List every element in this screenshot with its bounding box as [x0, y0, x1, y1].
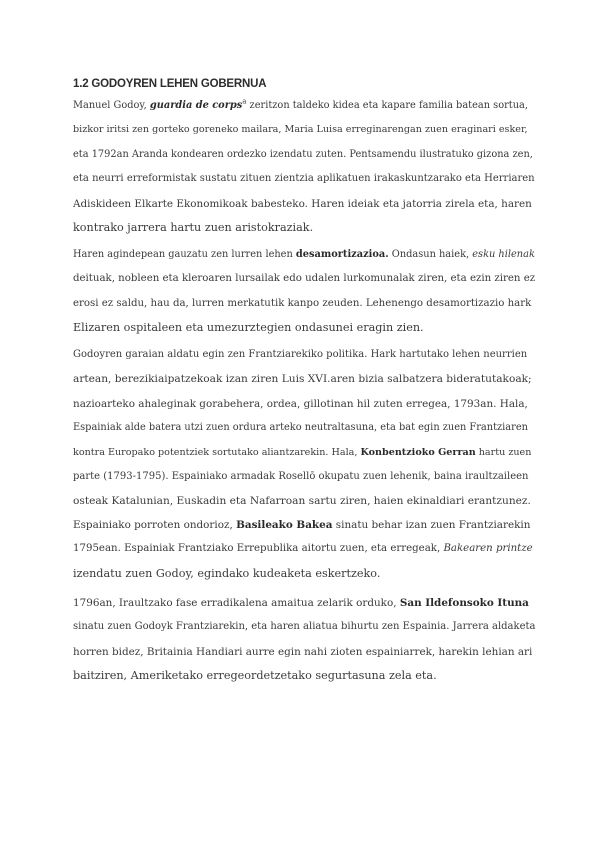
footnote-marker: a	[242, 97, 247, 106]
term-konbentzioko-gerran: Konbentzioko Gerran	[360, 446, 476, 458]
term-basileako-bakea: Basileako Bakea	[236, 519, 333, 531]
paragraph-line: Elizaren ospitaleen eta umezurztegien ondasunei eragin zien.	[73, 321, 424, 335]
paragraph-2	[73, 243, 536, 341]
paragraph-line: osteak Katalunian, Euskadin eta Nafarroan sartu ziren, haien ekinaldiari erantzunez.	[73, 495, 531, 508]
term-guardia-de-corps: guardia de corps	[149, 100, 243, 111]
paragraph-line: kontrako jarrera hartu zuen aristokraziak.	[73, 220, 314, 234]
paragraph-line: Adiskideen Elkarte Ekonomikoak babesteko. Haren ideiak eta jatorria zirela eta, haren	[73, 197, 532, 210]
paragraph-line: sinatu zuen Godoyk Frantziarekin, eta haren aliatua bihurtu zen Espainia. Jarrera aldaketa	[73, 621, 536, 633]
paragraph-line: Espainiak alde batera utzi zuen ordura arteko neutraltasuna, eta bat egin zuen Frantziaren	[73, 422, 528, 434]
paragraph-line: Manuel Godoy, guardia de corps$^a$ zeritzon taldeko kidea eta kapare familia batean sortua,	[73, 97, 528, 111]
term-san-ildefonsoko-ituna: San Ildefonsoko Ituna	[399, 597, 529, 609]
paragraph-line: nazioarteko ahaleginak gorabehera, ordea, gillotinan hil zuten erregea, 1793an. Hala,	[73, 397, 528, 410]
paragraph-line: erosi ez saldu, hau da, lurren merkatutik kanpo zeuden. Lehenengo desamortizazio hark	[73, 297, 532, 309]
term-desamortizazioa: desamortizazioa.	[295, 249, 389, 260]
paragraph-line: deituak, nobleen eta kleroaren lursailak edo udalen lurkomunalak ziren, eta ezin ziren ez	[73, 273, 536, 285]
paragraph-line: Haren agindepean gauzatu zen lurren lehen desamortizazioa. Ondasun haiek, esku hilenak	[73, 249, 535, 260]
paragraph-line: eta 1792an Aranda kondearen ordezko izendatu zuten. Pentsamendu ilustratuko gizona zen,	[73, 148, 533, 160]
paragraph-line: 1796an, Iraultzako fase erradikalena amaitua zelarik orduko, San Ildefonsoko Ituna	[73, 597, 529, 609]
paragraph-line: bizkor iritsi zen gorteko goreneko mailara, Maria Luisa erreginarengan zuen eraginari esker,	[73, 124, 528, 136]
paragraph-3	[73, 343, 533, 514]
term-esku-hilenak: esku hilenak	[472, 249, 535, 260]
paragraph-1	[73, 94, 533, 240]
paragraph-4	[73, 513, 533, 586]
paragraph-line: artean, berezikiaipatzekoak izan ziren Luis XVI.aren bizia salbatzera bideratutakoak;	[73, 373, 532, 386]
paragraph-5	[73, 591, 536, 689]
paragraph-line: Espainiako porroten ondorioz, Basileako Bakea sinatu behar izan zuen Frantziarekin	[73, 519, 531, 531]
paragraph-line: eta neurri erreformistak sustatu zituen zientzia aplikatuen irakaskuntzarako eta Herriaren	[73, 173, 535, 185]
term-bakearen-printze: Bakearen printze	[443, 543, 533, 555]
section-title: 1.2 GODOYREN LEHEN GOBERNUA	[73, 78, 267, 90]
paragraph-line: Godoyren garaian aldatu egin zen Frantziarekiko politika. Hark hartutako lehen neurrien	[73, 349, 528, 360]
paragraph-line: horren bidez, Britainia Handiari aurre egin nahi zioten espainiarrek, harekin lehian ari	[73, 645, 533, 658]
paragraph-line: 1795ean. Espainiak Frantziako Errepublika aitortu zuen, eta erregeak, Bakearen printze	[73, 543, 533, 555]
paragraph-line: baitziren, Ameriketako erregeordetzetako segurtasuna zela eta.	[73, 669, 437, 683]
paragraph-line: kontra Europako potentziek sortutako aliantzarekin. Hala, Konbentzioko Gerran hartu zuen	[73, 446, 532, 458]
paragraph-line: parte (1793-1795). Espainiako armadak Rosellō okupatu zuen lehenik, baina iraultzaileen	[73, 470, 529, 482]
paragraph-line: izendatu zuen Godoy, egindako kudeaketa eskertzeko.	[73, 566, 381, 580]
